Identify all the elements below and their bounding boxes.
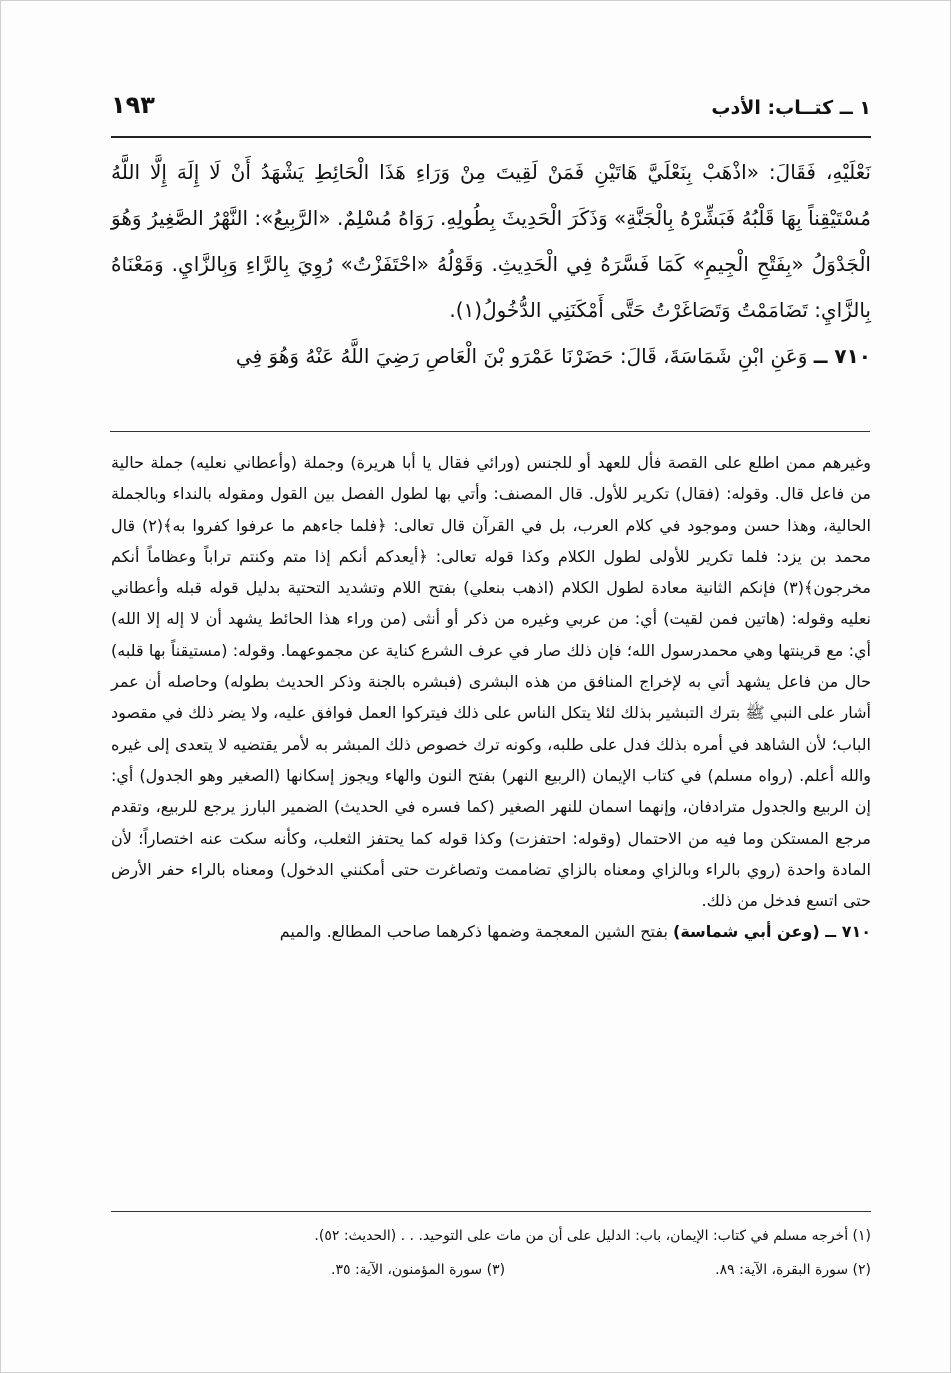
footnote-2: (٢) سورة البقرة، الآية: ٨٩.: [715, 1262, 871, 1278]
book-title: ١ ــ كتــاب: الأدب: [711, 97, 871, 119]
page-number: ١٩٣: [111, 91, 155, 119]
hadith-text: وَعَنِ ابْنِ شَمَاسَةَ، قَالَ: حَضَرْنَا عَمْرَو بْنَ الْعَاصِ رَضِيَ اللَّهُ عَنْهُ وَهُوَ فِي: [235, 344, 808, 368]
hadith-number: ٧١٠ ــ: [813, 344, 871, 368]
hadith-710-paragraph: [111, 333, 871, 379]
footnote-1: (١) أخرجه مسلم في كتاب: الإيمان، باب: الدليل على أن من مات على التوحيد. . . (الحديث: ٥٢).: [314, 1228, 871, 1244]
footnote-3: (٣) سورة المؤمنون، الآية: ٣٥.: [331, 1262, 506, 1278]
commentary: [111, 447, 871, 948]
footnote-rule: [111, 1211, 871, 1212]
commentary-paragraph: وغيرهم ممن اطلع على القصة فأل للعهد أو للجنس (ورائي فقال يا أبا هريرة) وجملة (وأعطاني نعليه) جملة حالية من فاعل قال. وقوله: (فقال) تكرير للأول. قال المصنف: وأتي بها لطول الفصل بين القول ومقوله بالنداء وبالجملة الحالية، وهذا حسن وموجود في كلام العرب، بل في القرآن قال تعالى: ﴿فلما جاءهم ما عرفوا كفروا به﴾(٢) قال محمد بن يزد: فلما تكرير للأولى لطول الكلام وكذا قوله تعالى: ﴿أيعدكم أنكم إذا متم وكنتم تراباً وعظاماً أنكم مخرجون﴾(٣) فإنكم الثانية معادة لطول الكلام (اذهب بنعلي) بفتح اللام وتشديد التحتية بدليل قوله قبله وأعطاني نعليه وقوله: (هاتين فمن لقيت) أي: من عربي وغيره من ذكر أو أنثى (من وراء هذا الحائط يشهد أن لا إله إلا الله) أي: مع قرينتها وهي محمدرسول الله؛ فإن ذلك صار في عرف الشرع كناية عن مجموعهما. وقوله: (مستيقناً بها قلبه) حال من فاعل يشهد أتي به لإخراج المنافق من هذه البشرى (فبشره بالجنة وذكر الحديث بطوله) وحاصله أن عمر أشار على النبي ﷺ بترك التبشير بذلك لئلا يتكل الناس على ذلك فيتركوا العمل فوافق عليه، ولا يضر ذلك في مقصود الباب؛ لأن الشاهد في أمره بذلك فدل على طلبه، وكونه ترك خصوص ذلك المبشر به لأمر يقتضيه لا يتعدى إلى غيره والله أعلم. (رواه مسلم) في كتاب الإيمان (الربيع النهر) بفتح النون والهاء ويجوز إسكانها (الصغير وهو الجدول) أي: إن الربيع والجدول مترادفان، وإنهما اسمان للنهر الصغير (كما فسره في الحديث) الضمير البارز يرجع للربيع، وتقدم مرجع المستكن وما فيه من الاحتمال (وقوله: احتفزت) وكذا قوله كما يحتفز الثعلب، وكأنه سكت عنه اختصاراً؛ لأن المادة واحدة (روي بالراء وبالزاي ومعناه بالزاي تضاممت وتصاغرت حتى أمكنني الدخول) ومعناه بالراء حفر الأرض حتى اتسع فدخل من ذلك.: [111, 453, 872, 911]
commentary-hadith-710: [111, 916, 871, 947]
running-header: [111, 89, 871, 129]
footnote-row: [111, 1253, 871, 1287]
header-rule: [111, 136, 871, 138]
main-paragraph: نَعْلَيْهِ، فَقَالَ: «اذْهَبْ بِنَعْلَيَّ هَاتَيْنِ فَمَنْ لَقِيتَ مِنْ وَرَاءِ هَذَا الْحَائِطِ يَشْهَدُ أَنْ لَا إِلَهَ إِلَّا اللَّهُ مُسْتَيْقِناً بِهَا قَلْبُهُ فَبَشِّرْهُ بِالْجَنَّةِ» وَذَكَرَ الْحَدِيثَ بِطُولِهِ. رَوَاهُ مُسْلِمٌ. «الرَّبِيعُ»: النَّهْرُ الصَّغِيرُ وَهُوَ الْجَدْوَلُ «بِفَتْحِ الْجِيمِ» كَمَا فَسَّرَهُ فِي الْحَدِيثِ. وَقَوْلُهُ «احْتَفَزْتُ» رُوِيَ بِالرَّاءِ وَبِالزَّايِ. وَمَعْنَاهُ بِالزَّايِ: تَضَامَمْتُ وَتَصَاغَرْتُ حَتَّى أَمْكَنَنِي الدُّخُولُ(١).: [111, 160, 871, 322]
main-text: [111, 149, 871, 379]
footnotes: [111, 1219, 871, 1287]
commentary-hadith-label: ٧١٠ ــ (وعن أبي شماسة): [673, 922, 871, 942]
commentary-hadith-text: بفتح الشين المعجمة وضمها ذكرهما صاحب المطالع. والميم: [279, 922, 668, 942]
commentary-rule: [110, 431, 870, 432]
